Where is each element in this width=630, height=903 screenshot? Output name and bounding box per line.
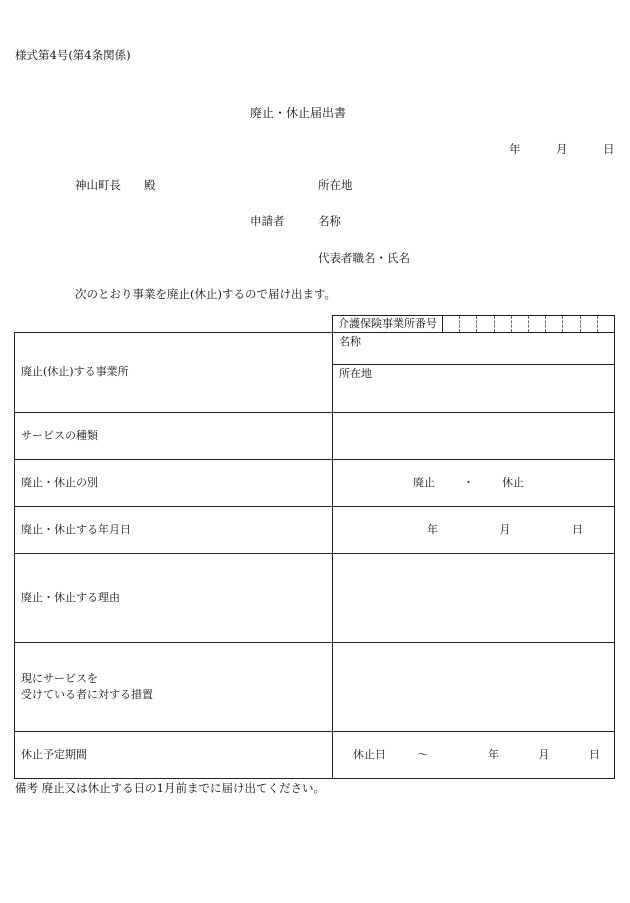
addressee-honorific: 殿 xyxy=(144,178,156,192)
service-type-label: サービスの種類 xyxy=(21,428,98,442)
period-label-cell xyxy=(15,732,333,779)
period-year: 年 xyxy=(488,747,499,761)
document-title: 廃止・休止届出書 xyxy=(250,106,347,120)
table-corner-blank xyxy=(15,316,333,333)
applicant-label: 申請者 xyxy=(250,214,285,228)
abolish-date-month: 月 xyxy=(499,522,511,536)
option-separator: ・ xyxy=(463,475,474,489)
form-number: 様式第4号(第4条関係) xyxy=(15,48,131,62)
provider-number-boxes[interactable] xyxy=(443,316,614,332)
distinction-label-cell xyxy=(15,460,333,507)
facility-location-label: 所在地 xyxy=(339,367,372,380)
service-type-value-cell[interactable] xyxy=(333,413,615,460)
period-start-label: 休止日 xyxy=(353,747,386,761)
service-type-label-cell xyxy=(15,413,333,460)
date-value-cell[interactable] xyxy=(333,507,615,554)
reason-value-cell[interactable] xyxy=(333,554,615,643)
facility-name-cell[interactable] xyxy=(333,333,615,365)
abolish-date-day: 日 xyxy=(572,522,583,536)
intro-text: 次のとおり事業を廃止(休止)するので届け出ます。 xyxy=(75,287,337,301)
option-abolish[interactable]: 廃止 xyxy=(413,475,435,489)
reason-label-cell xyxy=(15,554,333,643)
date-day-label: 日 xyxy=(603,142,615,156)
period-value-cell[interactable] xyxy=(333,732,615,779)
period-day: 日 xyxy=(589,747,600,761)
date-label-cell xyxy=(15,507,333,554)
applicant-name-label: 名称 xyxy=(318,214,341,228)
date-year-label: 年 xyxy=(509,142,521,156)
measures-label-line2: 受けている者に対する措置 xyxy=(21,688,153,701)
facility-label: 廃止(休止)する事業所 xyxy=(21,365,129,379)
distinction-value-cell xyxy=(333,460,615,507)
reason-label: 廃止・休止する理由 xyxy=(21,590,120,604)
measures-label-cell xyxy=(15,643,333,732)
period-month: 月 xyxy=(538,747,550,761)
measures-value-cell[interactable] xyxy=(333,643,615,732)
facility-label-cell xyxy=(15,333,333,413)
period-label: 休止予定期間 xyxy=(21,747,87,761)
facility-name-label: 名称 xyxy=(339,335,361,348)
applicant-location-label: 所在地 xyxy=(318,178,353,192)
measures-label-line1: 現にサービスを xyxy=(21,671,98,685)
abolish-date-label: 廃止・休止する年月日 xyxy=(21,522,131,536)
distinction-label: 廃止・休止の別 xyxy=(21,475,98,489)
period-tilde: 〜 xyxy=(417,747,429,761)
facility-location-cell[interactable] xyxy=(333,365,615,413)
option-suspend[interactable]: 休止 xyxy=(502,475,524,489)
provider-number-cell xyxy=(333,316,615,333)
abolish-date-year: 年 xyxy=(427,522,438,536)
notification-table xyxy=(14,315,615,779)
remarks-note: 備考 廃止又は休止する日の1月前までに届け出てください。 xyxy=(15,781,325,795)
provider-number-label: 介護保険事業所番号 xyxy=(333,316,443,332)
date-month-label: 月 xyxy=(556,142,568,156)
applicant-representative-label: 代表者職名・氏名 xyxy=(318,251,410,265)
addressee-name: 神山町長 xyxy=(75,178,121,192)
